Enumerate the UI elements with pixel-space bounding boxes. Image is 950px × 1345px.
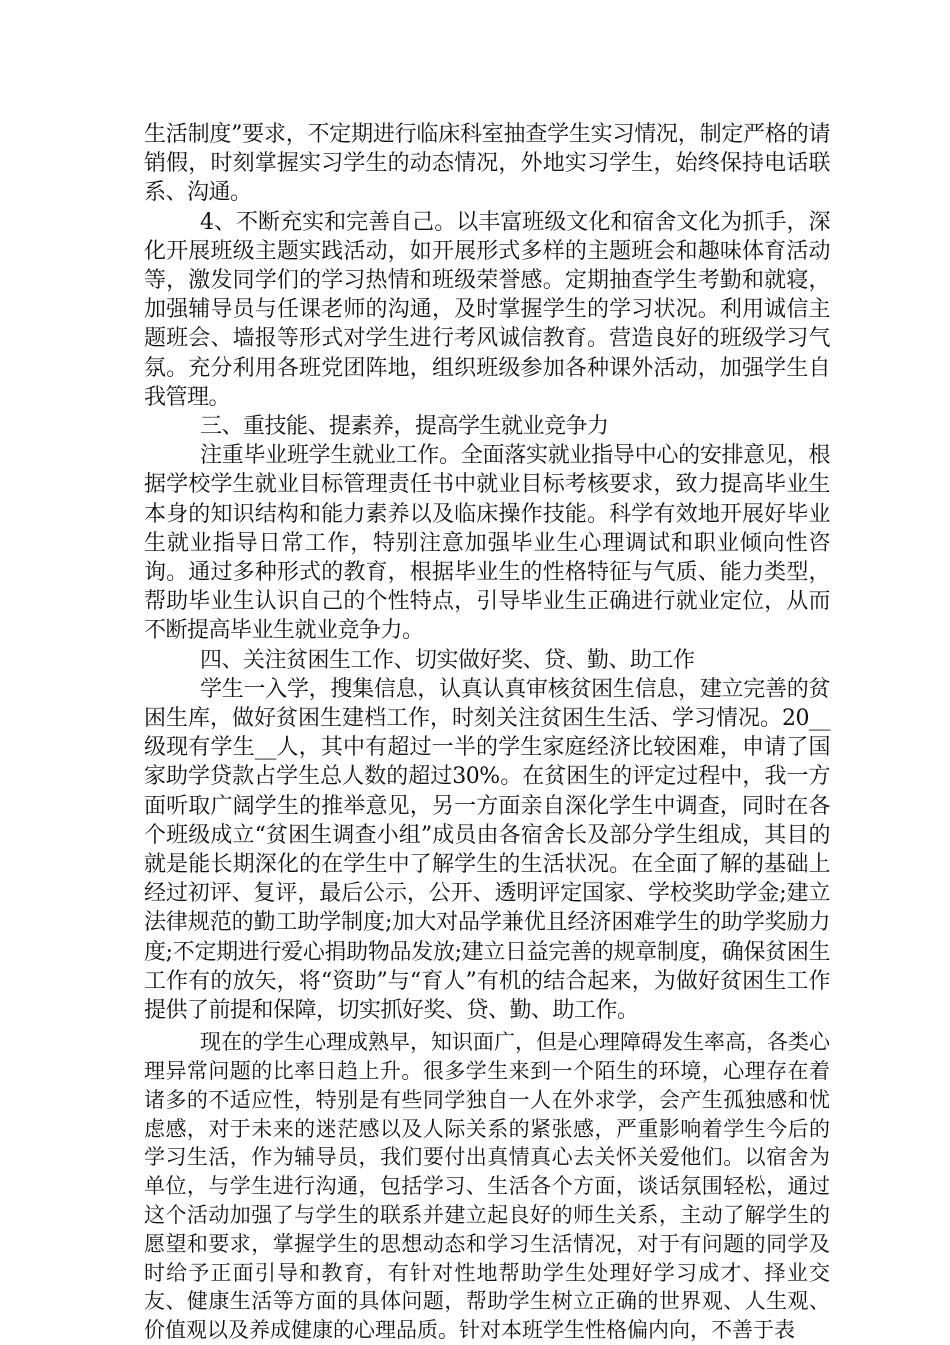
paragraph-psychology: 现在的学生心理成熟早，知识面广，但是心理障碍发生率高，各类心理异常问题的比率日趋上升。很多学生来到一个陌生的环境，心理存在着诸多的不适应性，特别是有些同学独自一人在外求学，会产生孤独感和忧虑感，对于未来的迷茫感以及人际关系的紧张感，严重影响着学生今后的学习生活，作为辅导员，我们要付出真情真心去关怀关爱他们。以宿舍为单位，与学生进行沟通，包括学习、生活各个方面，谈话氛围轻松，通过这个活动加强了与学生的联系并建立起良好的师生关系，主动了解学生的愿望和要求，掌握学生的思想动态和学习生活情况，对于有问题的同学及时给予正面引导和教育，有针对性地帮助学生处理好学习成才、择业交友、健康生活等方面的具体问题，帮助学生树立正确的世界观、人生观、价值观以及养成健康的心理品质。针对本班学生性格偏内向，不善于表	[144, 1030, 830, 1343]
section-heading-3: 三、重技能、提素养，提高学生就业竞争力	[200, 414, 609, 440]
text-block-lower	[144, 1028, 830, 1345]
text-block-upper	[144, 120, 830, 1025]
paragraph-poverty-aid: 学生一入学，搜集信息，认真认真审核贫困生信息，建立完善的贫困生库，做好贫困生建档工作，时刻关注贫困生生活、学习情况。20__级现有学生__人，其中有超过一半的学生家庭经济比较困难，申请了国家助学贷款占学生总人数的超过30%。在贫困生的评定过程中，我一方面听取广阔学生的推举意见，另一方面亲自深化学生中调查，同时在各个班级成立“贫困生调查小组”成员由各宿舍长及部分学生组成，其目的就是能长期深化的在学生中了解学生的生活状况。在全面了解的基础上经过初评、复评，最后公示，公开、透明评定国家、学校奖助学金;建立法律规范的勤工助学制度;加大对品学兼优且经济困难学生的助学奖励力度;不定期进行爱心捐助物品发放;建立日益完善的规章制度，确保贫困生工作有的放矢，将“资助”与“育人”有机的结合起来，为做好贫困生工作提供了前提和保障，切实抓好奖、贷、勤、助工作。	[144, 676, 830, 1024]
paragraph-employment: 注重毕业班学生就业工作。全面落实就业指导中心的安排意见，根据学校学生就业目标管理责任书中就业目标考核要求，致力提高毕业生本身的知识结构和能力素养以及临床操作技能。科学有效地开展好毕业生就业指导日常工作，特别注意加强毕业生心理调试和职业倾向性咨询。通过多种形式的教育，根据毕业生的性格特征与气质、能力类型，帮助毕业生认识自己的个性特点，引导毕业生正确进行就业定位，从而不断提高毕业生就业竞争力。	[144, 443, 830, 644]
paragraph-continuation: 生活制度”要求，不定期进行临床科室抽查学生实习情况，制定严格的请销假，时刻掌握实习学生的动态情况，外地实习学生，始终保持电话联系、沟通。	[144, 122, 830, 206]
paragraph-item-4: 4、不断充实和完善自己。以丰富班级文化和宿舍文化为抓手，深化开展班级主题实践活动，如开展形式多样的主题班会和趣味体育活动等，激发同学们的学习热情和班级荣誉感。定期抽查学生考勤和就寝，加强辅导员与任课老师的沟通，及时掌握学生的学习状况。利用诚信主题班会、墙报等形式对学生进行考风诚信教育。营造良好的班级学习气氛。充分利用各班党团阵地，组织班级参加各种课外活动，加强学生自我管理。	[144, 209, 830, 410]
section-heading-4: 四、关注贫困生工作、切实做好奖、贷、勤、助工作	[200, 647, 695, 673]
document-body	[144, 120, 830, 1345]
